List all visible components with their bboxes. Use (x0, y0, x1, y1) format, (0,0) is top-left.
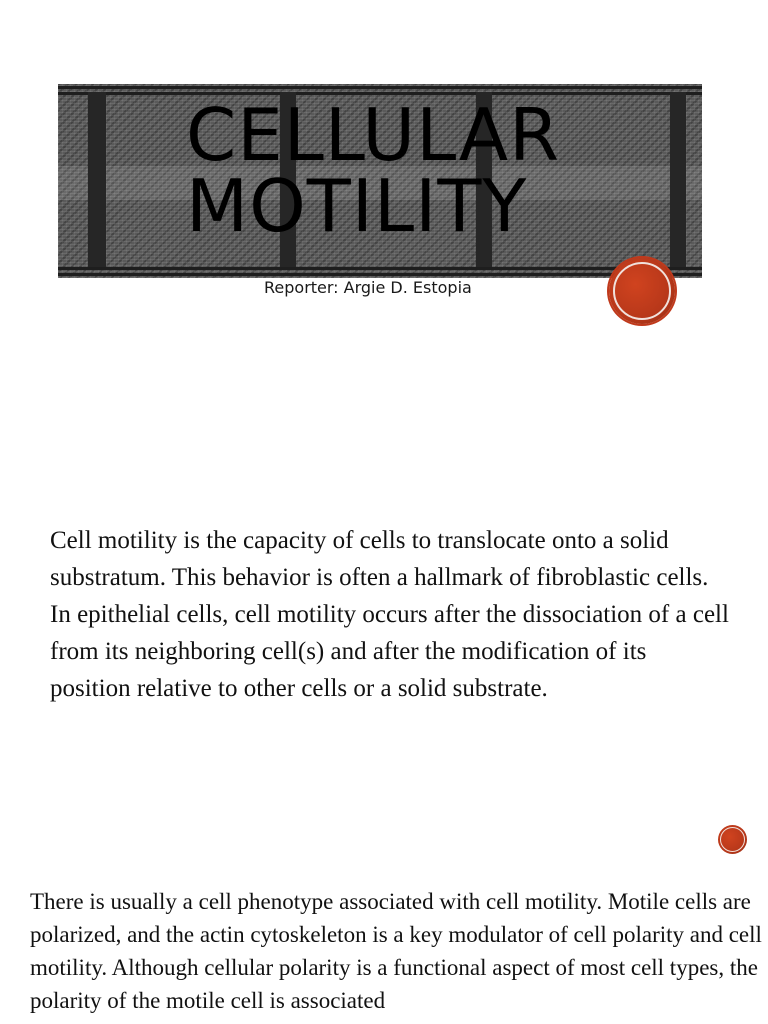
red-circle-badge-icon (609, 258, 675, 324)
banner-stripe (88, 92, 106, 270)
title-line-2: MOTILITY (186, 164, 528, 248)
banner-border-line (58, 86, 702, 89)
banner-border-line (58, 273, 702, 276)
slide-title (186, 93, 646, 248)
title-line-1: CELLULAR (186, 93, 561, 177)
banner-border-line (58, 267, 702, 270)
definition-paragraph: Cell motility is the capacity of cells to translocate onto a solid substratum. This behavior is often a hallmark of fibroblastic cells. In epithelial cells, cell motility occurs after the dissociation of a cell from its neighboring cell(s) and after the modification of its position relative to other cells or a solid substrate. (50, 527, 729, 702)
title-slide (0, 0, 768, 452)
banner-stripe (670, 92, 686, 270)
phenotype-paragraph: There is usually a cell phenotype associated with cell motility. Motile cells are polarized, and the actin cytoskeleton is a key modulator of cell polarity and cell motility. Although cellular polarity is a functional aspect of most cell types, the polarity of the motile cell is associated (30, 889, 762, 1013)
phenotype-slide (0, 870, 768, 1024)
definition-slide (0, 452, 768, 870)
reporter-subtitle: Reporter: Argie D. Estopia (264, 278, 472, 297)
red-circle-badge-icon (718, 825, 747, 854)
